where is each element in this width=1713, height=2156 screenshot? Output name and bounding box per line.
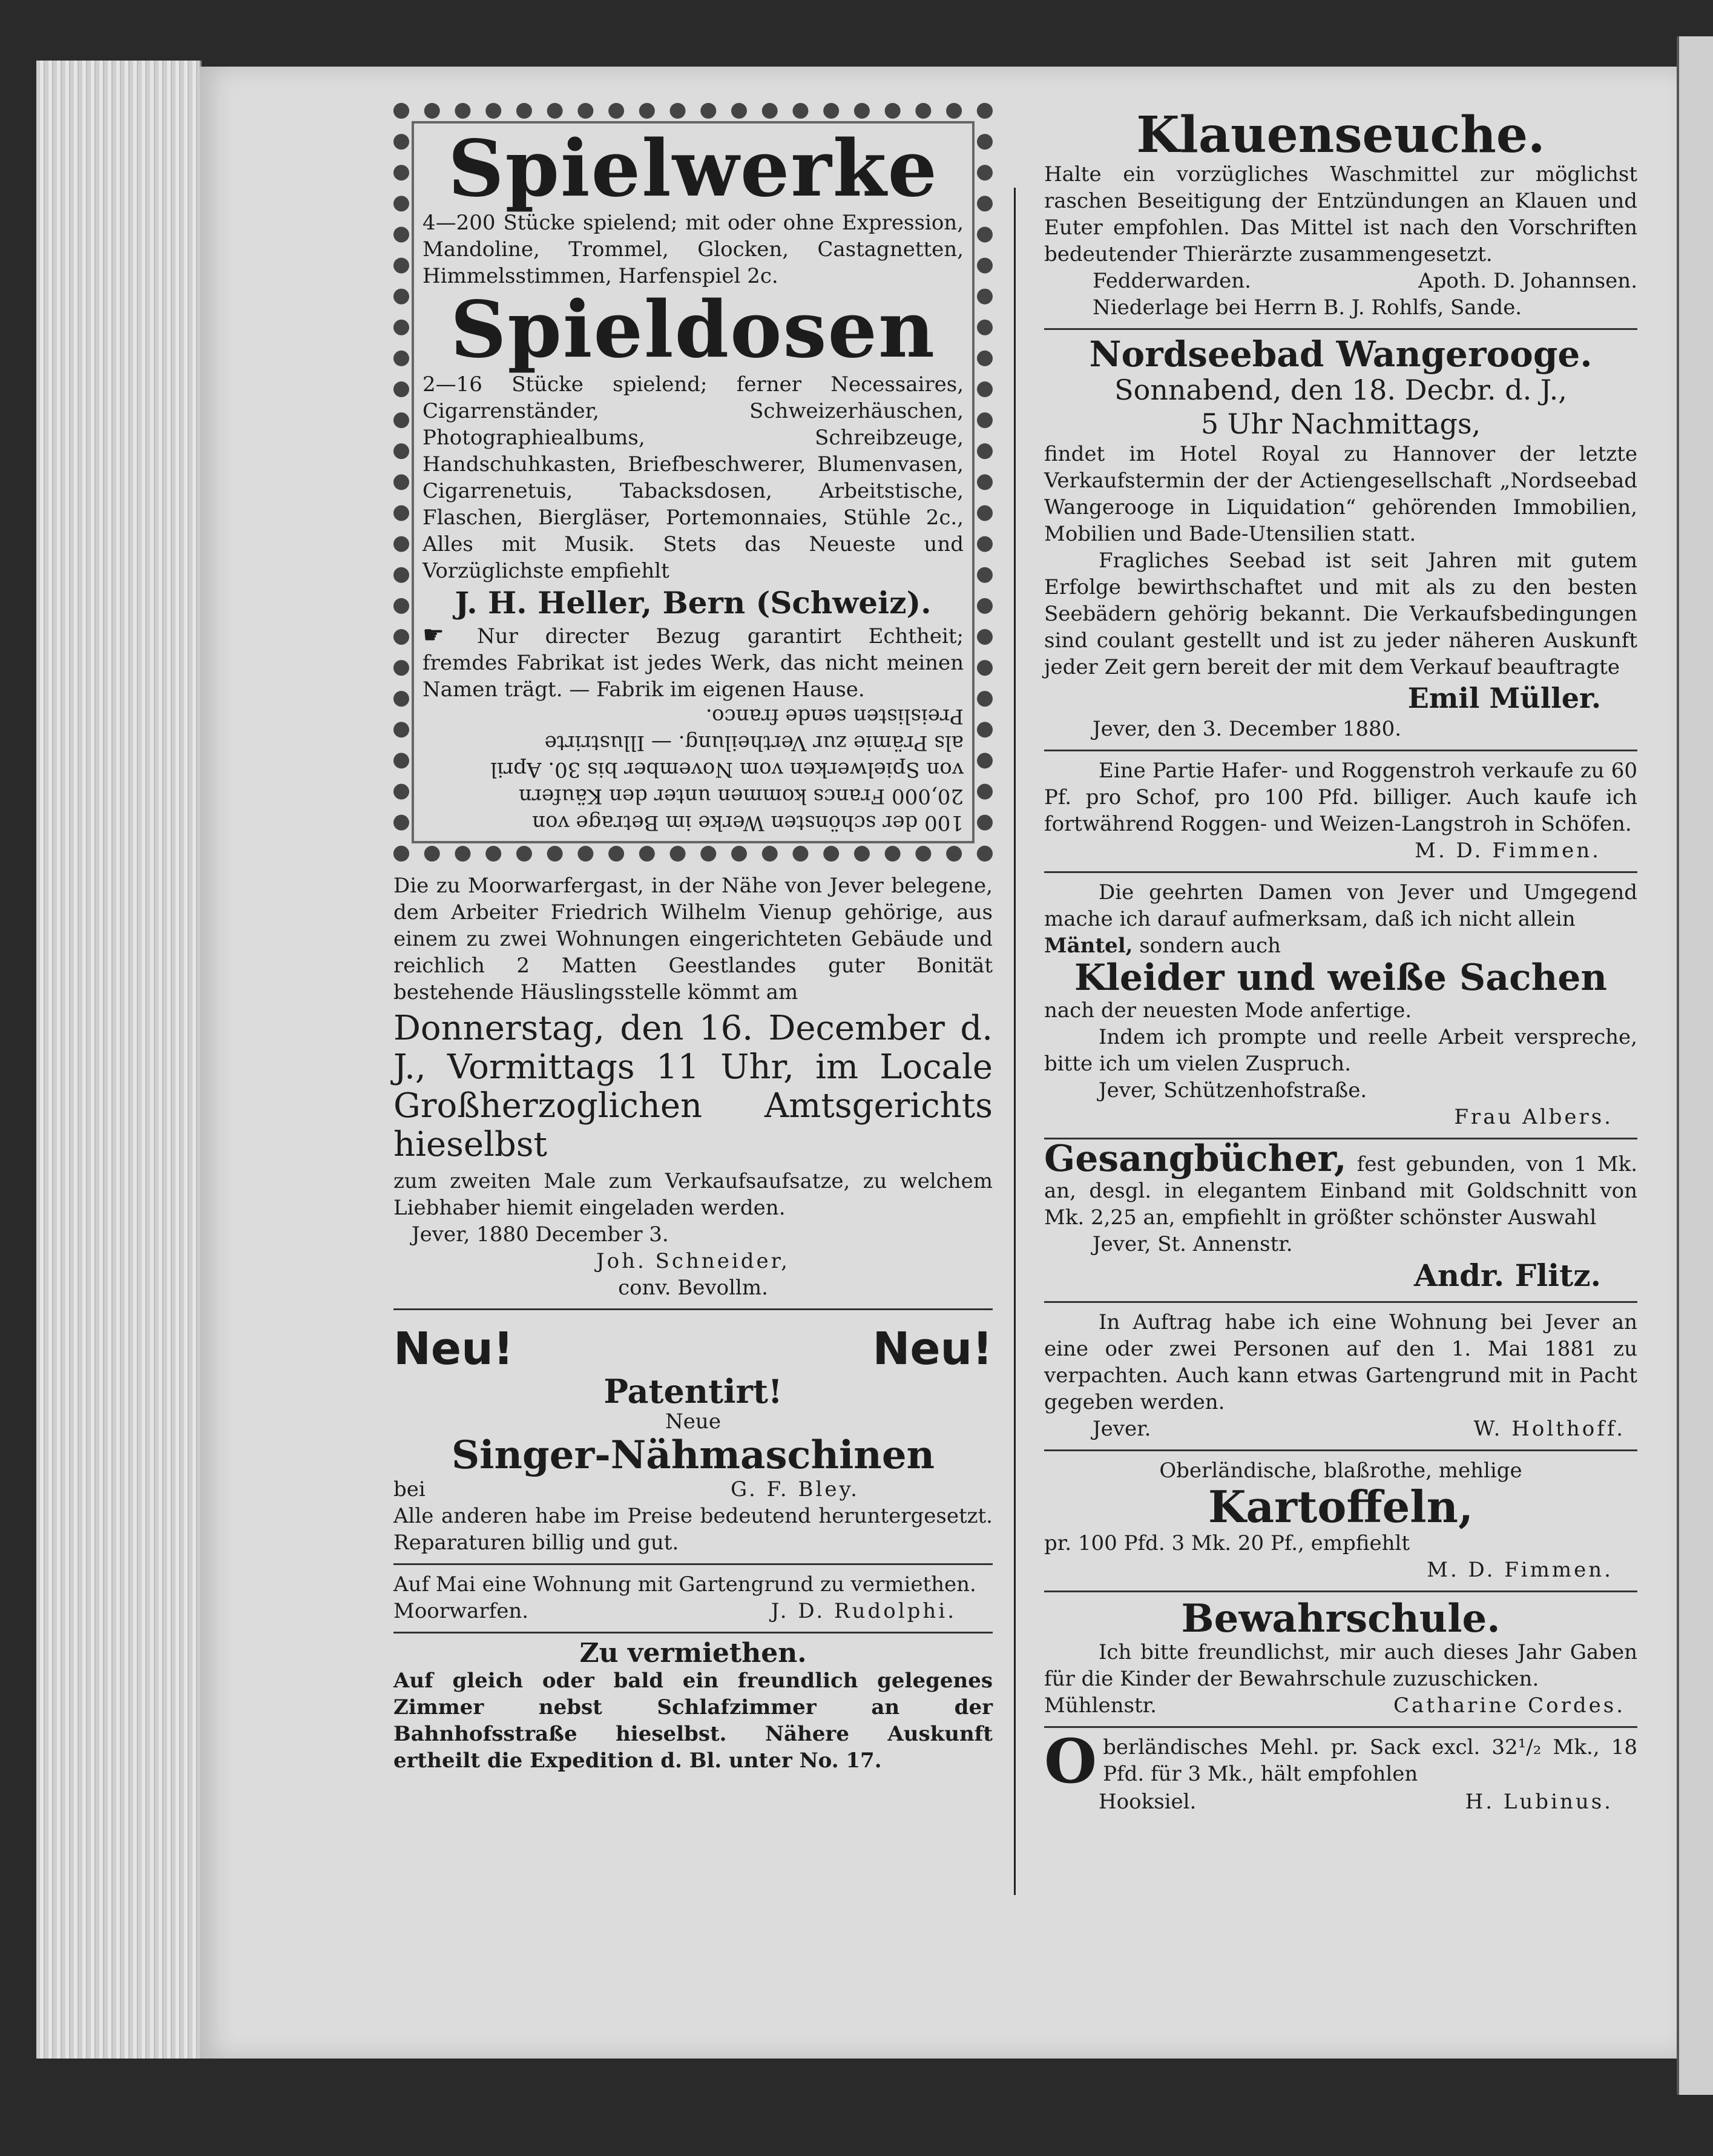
auction-sign-1: Joh. Schneider, — [596, 1248, 790, 1273]
klauen-title: Klauenseuche. — [1136, 106, 1545, 164]
ad-bewahrschule — [1044, 1592, 1637, 1728]
auction-place: Jever, 1880 December 3. — [412, 1222, 669, 1247]
kleider-place: Jever, Schützenhofstraße. — [1099, 1078, 1367, 1103]
mehl-text: berländisches Mehl. pr. Sack excl. 32¹/₂ Mk., 18 Pfd. für 3 Mk., hält empfohlen — [1103, 1735, 1637, 1786]
neue-label: Neue — [665, 1409, 721, 1434]
ad-gesangbuecher — [1044, 1139, 1637, 1303]
mehl-name: H. Lubinus. — [1465, 1789, 1613, 1814]
klauen-place: Fedderwarden. — [1093, 269, 1251, 294]
maentel-label: Mäntel, — [1044, 933, 1133, 958]
kleider-text-1: Die geehrten Damen von Jever und Umgegend mache ich darauf aufmerksam, daß ich nicht allein — [1044, 880, 1637, 931]
hafer-name: M. D. Fimmen. — [1415, 838, 1601, 863]
auction-sign-2: conv. Bevollm. — [618, 1275, 768, 1300]
ad-mehl — [1044, 1725, 1637, 1822]
auftrag-text: In Auftrag habe ich eine Wohnung bei Jever an eine oder zwei Personen auf den 1. Mai 1881 zu verpachten. Auch kann etwas Gartengrund mit in Pacht gegeben werden. — [1044, 1310, 1637, 1414]
facing-page-edge — [1677, 36, 1713, 2095]
ad-title-2: Spieldosen — [450, 285, 936, 376]
ad-klauenseuche — [1044, 103, 1637, 330]
mehl-place: Hooksiel. — [1099, 1789, 1197, 1814]
nordsee-date-2: 5 Uhr Nachmittags, — [1200, 407, 1481, 440]
wohnung-text: Auf Mai eine Wohnung mit Gartengrund zu vermiethen. — [393, 1572, 976, 1597]
bei-label: bei — [393, 1477, 426, 1502]
kleider-text-2: nach der neuesten Mode anfertige. — [1044, 998, 1412, 1023]
bewahr-text: Ich bitte freundlichst, mir auch dieses Jahr Gaben für die Kinder der Bewahrschule zuzuschicken. — [1044, 1640, 1637, 1691]
kartoffeln-pre: Oberländische, blaßrothe, mehlige — [1159, 1458, 1522, 1483]
upside-line: von Spielwerken vom November bis 30. April — [490, 757, 964, 782]
nordsee-date-1: Sonnabend, den 18. Decbr. d. J., — [1114, 373, 1567, 406]
gesang-place: Jever, St. Annenstr. — [1093, 1231, 1293, 1256]
sondern-label: sondern auch — [1139, 933, 1281, 958]
ad-auction — [393, 866, 993, 1310]
kleider-title: Kleider und weiße Sachen — [1074, 956, 1608, 999]
klauen-text: Halte ein vorzügliches Waschmittel zur möglichst raschen Beseitigung der Entzündungen an Klauen und Euter empfohlen. Das Mittel ist nach den Vorschriften bedeutender Thierärzte zusammengesetzt. — [1044, 162, 1637, 267]
column-divider — [1014, 188, 1016, 1895]
nordsee-place: Jever, den 3. December 1880. — [1093, 716, 1402, 741]
firm-name: J. H. Heller, Bern (Schweiz). — [455, 584, 932, 621]
right-column — [1044, 103, 1637, 1822]
ad-nordseebad — [1044, 330, 1637, 751]
kartoffeln-text: pr. 100 Pfd. 3 Mk. 20 Pf., empfiehlt — [1044, 1531, 1410, 1555]
book-page-edges — [36, 61, 202, 2059]
singer-text: Alle anderen habe im Preise bedeutend heruntergesetzt. Reparaturen billig und gut. — [393, 1503, 993, 1555]
upside-line: 100 der schönsten Werke im Betrage von — [532, 810, 964, 835]
nordsee-name: Emil Müller. — [1407, 681, 1601, 714]
nordsee-text-2: Fragliches Seebad ist seit Jahren mit gutem Erfolge bewirthschaftet und mit als zu den besten Seebädern gehörig bekannt. Die Verkaufsbedingungen sind coulant gestellt und ist zu jeder näheren Auskunft jeder Zeit gern bereit der mit dem Verkauf beauftragte — [1044, 548, 1637, 679]
bewahr-title: Bewahrschule. — [1181, 1595, 1501, 1641]
hafer-text: Eine Partie Hafer- und Roggenstroh verkaufe zu 60 Pf. pro Schof, pro 100 Pfd. billiger. Auch kaufe ich fortwährend Roggen- und Weizen-Langstroh in Schöfen. — [1044, 758, 1637, 836]
ad-hafer — [1044, 751, 1637, 873]
kartoffeln-name: M. D. Fimmen. — [1427, 1557, 1613, 1582]
wohnung-place: Moorwarfen. — [393, 1598, 529, 1623]
notice-text: Nur directer Bezug garantirt Echtheit; fremdes Fabrikat ist jedes Werk, das nicht meinen Namen trägt. — Fabrik im eigenen Hause. — [422, 624, 964, 702]
singer-title: Singer-Nähmaschinen — [451, 1432, 935, 1479]
mehl-initial: O — [1044, 1725, 1097, 1797]
auction-tail: zum zweiten Male zum Verkaufsaufsatze, zu welchem Liebhaber hiemit eingeladen werden. — [393, 1169, 993, 1220]
bewahr-name: Catharine Cordes. — [1393, 1693, 1625, 1718]
auftrag-name: W. Holthoff. — [1473, 1416, 1625, 1441]
upside-line: als Prämie zur Vertheilung. — Illustrirte — [544, 730, 964, 755]
vermiethen-title: Zu vermiethen. — [579, 1637, 807, 1669]
ad-kartoffeln — [1044, 1451, 1637, 1592]
ad-singer — [393, 1310, 993, 1565]
nordsee-title: Nordseebad Wangerooge. — [1089, 334, 1593, 375]
nordsee-text-1: findet im Hotel Royal zu Hannover der letzte Verkaufstermin der der Actiengesellschaft „Nordseebad Wangerooge in Liquidation“ gehörenden Immobilien, Mobilien und Bade-Utensilien statt. — [1044, 441, 1637, 546]
ad-spielwerke — [393, 103, 993, 862]
ad-wohnung — [393, 1565, 993, 1633]
auftrag-place: Jever. — [1093, 1416, 1151, 1441]
ad-text-2: 2—16 Stücke spielend; ferner Necessaires, Cigarrenständer, Schweizerhäuschen, Photographiealbums, Schreibzeuge, Handschuhkasten, Briefbeschwerer, Blumenvasen, Cigarrenetuis, Tabacksdosen, Arbeitstische, Flaschen, Biergläser, Portemonnaies, Stühle 2c., Alles mit Musik. Stets das Neueste und Vorzüglichste empfiehlt — [422, 372, 964, 583]
patentirt: Patentirt! — [603, 1371, 783, 1411]
seller-name: G. F. Bley. — [731, 1477, 860, 1502]
klauen-depot: Niederlage bei Herrn B. J. Rohlfs, Sande. — [1093, 295, 1522, 320]
ad-vermiethen — [393, 1633, 993, 1781]
ad-text: 4—200 Stücke spielend; mit oder ohne Expression, Mandoline, Trommel, Glocken, Castagnetten, Himmelsstimmen, Harfenspiel 2c. — [422, 211, 964, 289]
kleider-name: Frau Albers. — [1454, 1104, 1613, 1129]
wohnung-name: J. D. Rudolphi. — [771, 1598, 956, 1623]
neu-right: Neu! — [872, 1322, 993, 1375]
auction-date: Donnerstag, den 16. December d. J., Vormittags 11 Uhr, im Locale Großherzoglichen Amtsgerichts hieselbst — [393, 1008, 993, 1164]
gesang-text: fest gebunden, von 1 Mk. an, desgl. in elegantem Einband mit Goldschnitt von Mk. 2,25 an, empfiehlt in größter schönster Auswahl — [1044, 1152, 1638, 1230]
gesang-name: Andr. Flitz. — [1413, 1257, 1601, 1293]
upside-down-text — [422, 703, 964, 836]
ad-kleider — [1044, 873, 1637, 1139]
ad-auftrag — [1044, 1303, 1637, 1451]
auction-text: Die zu Moorwarfergast, in der Nähe von Jever belegene, dem Arbeiter Friedrich Wilhelm Vienup gehörige, aus einem zu zwei Wohnungen eingerichteten Gebäude und reichlich 2 Matten Geestlandes guter Bonität bestehende Häuslingsstelle kömmt am — [393, 873, 993, 1004]
upside-line: Preislisten sende franco. — [705, 704, 964, 728]
kleider-text-3: Indem ich prompte und reelle Arbeit verspreche, bitte ich um vielen Zuspruch. — [1044, 1024, 1637, 1076]
left-column — [393, 103, 993, 1781]
klauen-name: Apoth. D. Johannsen. — [1418, 269, 1637, 294]
neu-left: Neu! — [393, 1322, 514, 1375]
bewahr-place: Mühlenstr. — [1044, 1693, 1157, 1718]
vermiethen-text: Auf gleich oder bald ein freundlich gelegenes Zimmer nebst Schlafzimmer an der Bahnhofsstraße hieselbst. Nähere Auskunft ertheilt die Expedition d. Bl. unter No. 17. — [393, 1668, 993, 1773]
pointing-hand-icon: ☛ — [422, 621, 444, 649]
gesang-title: Gesangbücher, — [1044, 1137, 1347, 1180]
ad-title: Spielwerke — [448, 124, 938, 214]
kartoffeln-title: Kartoffeln, — [1208, 1480, 1474, 1532]
upside-line: 20,000 Francs kommen unter den Käufern — [518, 783, 964, 808]
